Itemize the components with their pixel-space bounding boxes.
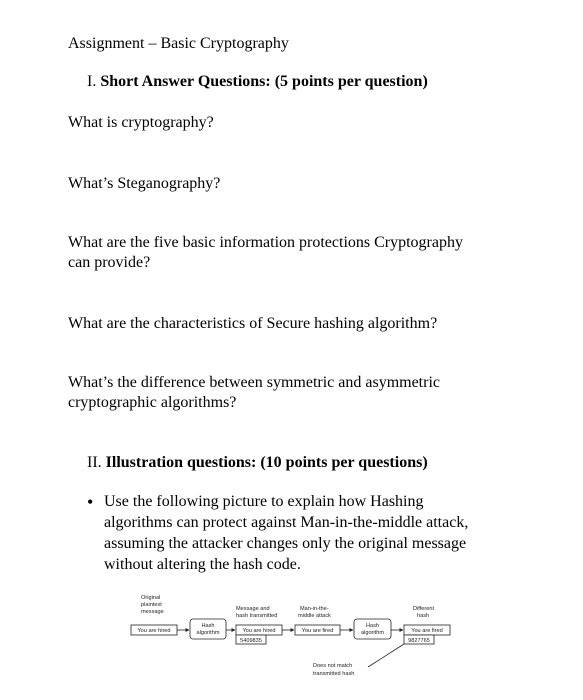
- original-label-2: plaintext: [141, 602, 162, 608]
- original-label-1: Original: [141, 595, 161, 601]
- mismatch-label-1: Does not match: [313, 663, 353, 669]
- bullet-line-1: Use the following picture to explain how Hashing: [104, 493, 424, 510]
- hash-algorithm-1-box: [190, 619, 226, 639]
- original-label-3: message: [141, 609, 164, 615]
- transmitted-hash-text: 5409835: [240, 638, 262, 644]
- bullet-line-3: assuming the attacker changes only the original message: [104, 535, 467, 552]
- question-3-line-2: can provide?: [68, 254, 151, 271]
- transmitted-message-text: You are hired: [242, 628, 276, 634]
- question-4: What are the characteristics of Secure hashing algorithm?: [68, 315, 438, 332]
- section-1-title: Short Answer Questions: (5 points per question): [100, 73, 428, 90]
- bullet-line-4: without altering the hash code.: [104, 556, 301, 573]
- final-message-text: You are fired: [411, 628, 443, 634]
- bullet-line-2: algorithms can protect against Man-in-the-middle attack,: [104, 514, 469, 531]
- transmitted-label-2: hash transmitted: [236, 613, 278, 619]
- mismatch-label-2: transmitted hash: [313, 671, 355, 677]
- question-2: What’s Steganography?: [68, 175, 221, 192]
- transmitted-label-1: Message and: [236, 606, 270, 612]
- final-hash-text: 9827765: [408, 638, 430, 644]
- hash-algorithm-1-line-2: algorithm: [196, 630, 220, 636]
- hash-algorithm-1-line-1: Hash: [201, 623, 215, 629]
- mismatch-pointer-line: [368, 644, 404, 667]
- document-title: Assignment – Basic Cryptography: [68, 35, 289, 52]
- section-2-title: Illustration questions: (10 points per questions): [105, 454, 428, 471]
- hash-algorithm-2-box: [354, 619, 391, 639]
- hash-algorithm-2-line-2: algorithm: [360, 630, 385, 636]
- hash-algorithm-2-line-1: Hash: [365, 623, 380, 629]
- mitm-label-2: middle attack: [298, 613, 331, 619]
- question-5-line-2: cryptographic algorithms?: [68, 394, 237, 411]
- bullet-marker: •: [87, 492, 94, 512]
- question-3-line-1: What are the five basic information protections Cryptography: [68, 234, 463, 251]
- section-2-number: II.: [87, 454, 106, 471]
- different-label-1: Different: [413, 606, 435, 612]
- section-1-number: I.: [87, 73, 101, 90]
- question-1: What is cryptography?: [68, 114, 214, 131]
- question-5-line-1: What’s the difference between symmetric and asymmetric: [68, 374, 440, 391]
- original-message-text: You are hired: [137, 628, 171, 634]
- mitm-message-text: You are fired: [301, 628, 334, 634]
- different-label-2: hash: [417, 613, 430, 619]
- mitm-label-1: Man-in-the-: [300, 606, 329, 612]
